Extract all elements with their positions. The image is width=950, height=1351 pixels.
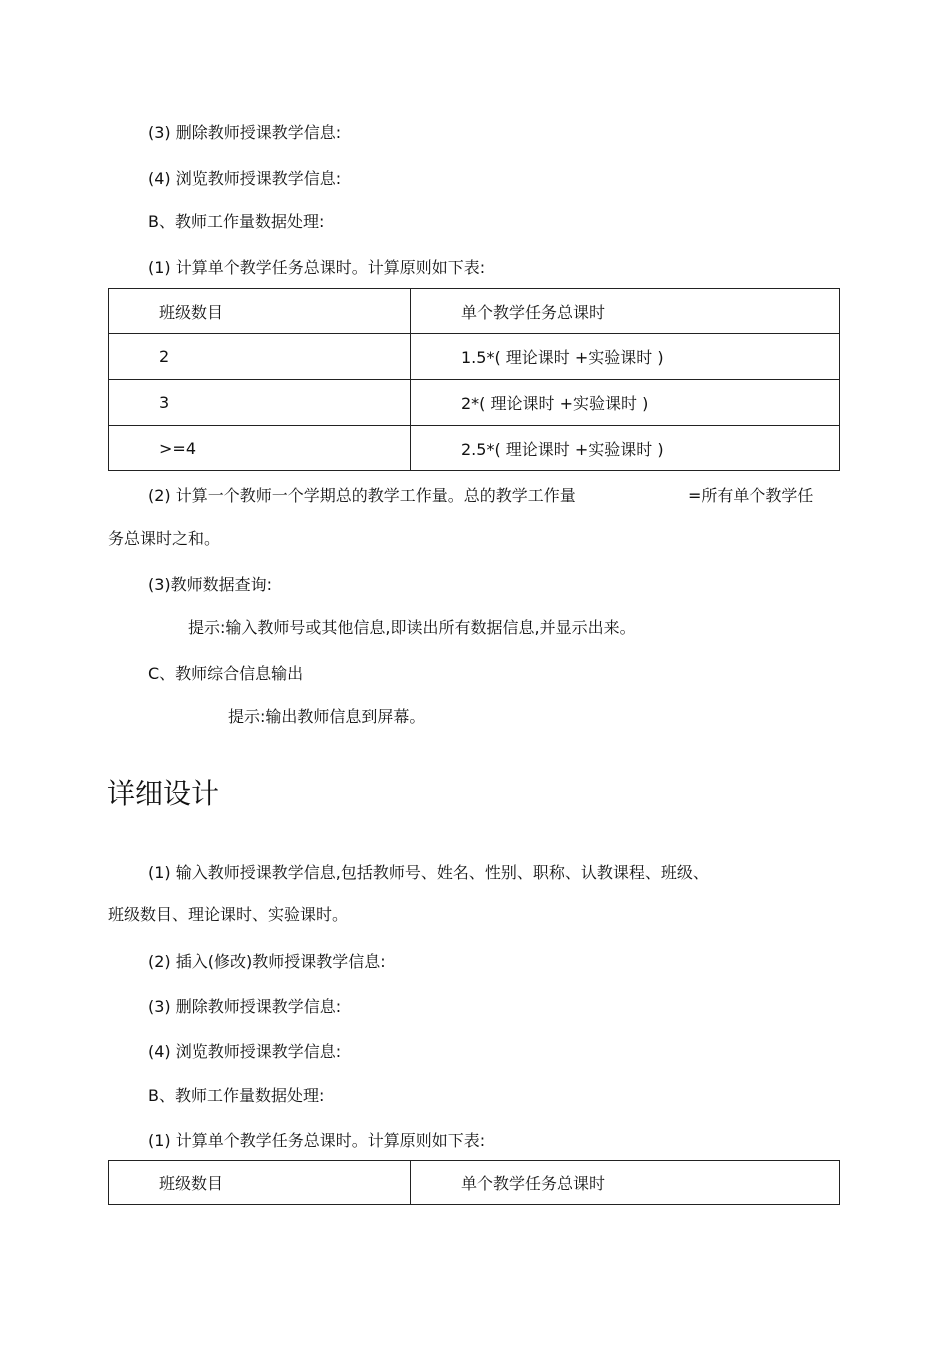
hint-output: 提示:输出教师信息到屏幕。 [228, 707, 426, 726]
table-cell: 1.5*( 理论课时 +实验课时 ) [411, 334, 840, 380]
detail-item-1: (1) 输入教师授课教学信息,包括教师号、姓名、性别、职称、认教课程、班级、 [148, 863, 709, 882]
section-c-heading: C、教师综合信息输出 [148, 664, 304, 683]
table-row [109, 426, 840, 471]
table-header-row [109, 1161, 840, 1205]
item-2-continuation: 务总课时之和。 [108, 529, 221, 548]
hint-query: 提示:输入教师号或其他信息,即读出所有数据信息,并显示出来。 [188, 618, 636, 637]
table-header-cell: 班级数目 [109, 289, 411, 334]
detail-item-4: (4) 浏览教师授课教学信息: [148, 1042, 342, 1061]
item-4-browse: (4) 浏览教师授课教学信息: [148, 169, 342, 188]
table-cell: 2*( 理论课时 +实验课时 ) [411, 380, 840, 426]
detail-item-1b: (1) 计算单个教学任务总课时。计算原则如下表: [148, 1131, 486, 1150]
detail-item-3: (3) 删除教师授课教学信息: [148, 997, 342, 1016]
hours-rule-table [108, 288, 840, 471]
item-2-total-tail: =所有单个教学任 [688, 486, 814, 505]
detail-section-b: B、教师工作量数据处理: [148, 1086, 325, 1105]
table-cell: 3 [109, 380, 411, 426]
hours-rule-table-2 [108, 1160, 840, 1205]
table-header-row [109, 289, 840, 334]
section-title: 详细设计 [107, 777, 220, 810]
table-header-cell: 班级数目 [109, 1161, 411, 1205]
table-cell: 2.5*( 理论课时 +实验课时 ) [411, 426, 840, 471]
table-cell: >=4 [109, 426, 411, 471]
detail-item-1-continuation: 班级数目、理论课时、实验课时。 [108, 905, 349, 924]
table-header-cell: 单个教学任务总课时 [411, 1161, 840, 1205]
detail-item-2: (2) 插入(修改)教师授课教学信息: [148, 952, 386, 971]
item-1-calc: (1) 计算单个教学任务总课时。计算原则如下表: [148, 258, 486, 277]
section-b-heading: B、教师工作量数据处理: [148, 212, 325, 231]
item-2-total: (2) 计算一个教师一个学期总的教学工作量。总的教学工作量 [148, 486, 576, 505]
item-3-query: (3)教师数据查询: [148, 575, 273, 594]
item-3-delete: (3) 删除教师授课教学信息: [148, 123, 342, 142]
table-cell: 2 [109, 334, 411, 380]
table-row [109, 334, 840, 380]
table-header-cell: 单个教学任务总课时 [411, 289, 840, 334]
table-row [109, 380, 840, 426]
